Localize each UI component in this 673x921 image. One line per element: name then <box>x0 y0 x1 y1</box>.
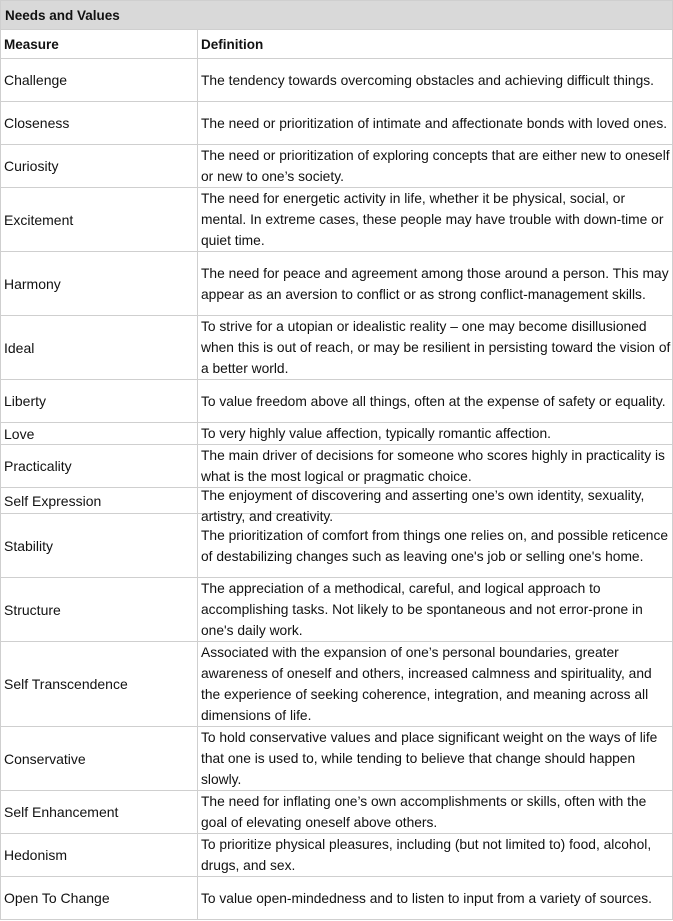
table-row <box>1 834 673 877</box>
definition-cell: The need for peace and agreement among those around a person. This may appear as an aversion to conflict or as strong conflict-management skills. <box>198 252 673 316</box>
table-row <box>1 252 673 316</box>
definition-cell: The main driver of decisions for someone who scores highly in practicality is what is the most logical or pragmatic choice. <box>198 445 673 488</box>
measure-cell: Hedonism <box>1 834 198 877</box>
table-title: Needs and Values <box>1 1 673 30</box>
measure-cell: Excitement <box>1 188 198 252</box>
definition-cell: The need for energetic activity in life, whether it be physical, social, or mental. In extreme cases, these people may have trouble with down-time or quiet time. <box>198 188 673 252</box>
measure-cell: Closeness <box>1 102 198 145</box>
definition-cell: Associated with the expansion of one’s personal boundaries, greater awareness of oneself and others, increased calmness and spirituality, and the experience of seeking coherence, integration, and meaning across all dimensions of life. <box>198 642 673 727</box>
definition-cell: To prioritize physical pleasures, including (but not limited to) food, alcohol, drugs, and sex. <box>198 834 673 877</box>
measure-cell: Curiosity <box>1 145 198 188</box>
definition-cell: The tendency towards overcoming obstacles and achieving difficult things. <box>198 59 673 102</box>
table-row <box>1 791 673 834</box>
table-row <box>1 380 673 423</box>
definition-cell: The need for inflating one’s own accomplishments or skills, often with the goal of elevating oneself above others. <box>198 791 673 834</box>
table-row <box>1 316 673 380</box>
measure-cell: Ideal <box>1 316 198 380</box>
measure-cell: Love <box>1 423 198 445</box>
column-header-definition: Definition <box>198 30 673 59</box>
definition-text-clipped: The enjoyment of discovering and asserting one’s own identity, sexuality, artistry, and creativity. <box>201 487 645 524</box>
definition-cell: To value open-mindedness and to listen to input from a variety of sources. <box>198 877 673 920</box>
definition-cell: To value freedom above all things, often at the expense of safety or equality. <box>198 380 673 423</box>
measure-cell: Self Expression <box>1 488 198 514</box>
definition-cell: The need or prioritization of exploring concepts that are either new to oneself or new to one’s society. <box>198 145 673 188</box>
column-header-measure: Measure <box>1 30 198 59</box>
measure-cell: Self Transcendence <box>1 642 198 727</box>
table-row <box>1 514 673 578</box>
definition-cell <box>198 487 673 524</box>
table-row <box>1 145 673 188</box>
definition-cell: To strive for a utopian or idealistic reality – one may become disillusioned when this is out of reach, or may be resilient in persisting toward the vision of a better world. <box>198 316 673 380</box>
definition-cell: The need or prioritization of intimate and affectionate bonds with loved ones. <box>198 102 673 145</box>
measure-cell: Stability <box>1 514 198 578</box>
measure-cell: Challenge <box>1 59 198 102</box>
table-row <box>1 423 673 445</box>
table-title-row <box>1 1 673 30</box>
measure-cell: Conservative <box>1 727 198 791</box>
table-row <box>1 578 673 642</box>
table-header-row <box>1 30 673 59</box>
measure-cell: Liberty <box>1 380 198 423</box>
table-row <box>1 188 673 252</box>
definition-cell: To hold conservative values and place significant weight on the ways of life that one is used to, while tending to believe that change should happen slowly. <box>198 727 673 791</box>
measure-cell: Open To Change <box>1 877 198 920</box>
table-row <box>1 877 673 920</box>
table-row <box>1 488 673 514</box>
table-row <box>1 727 673 791</box>
table-row <box>1 642 673 727</box>
measure-cell: Practicality <box>1 445 198 488</box>
definition-cell: The prioritization of comfort from things one relies on, and possible reticence of destabilizing changes such as leaving one's job or selling one's home. <box>198 514 673 578</box>
definition-cell: To very highly value affection, typically romantic affection. <box>198 423 673 445</box>
table-row <box>1 445 673 488</box>
table-row <box>1 59 673 102</box>
measure-cell: Self Enhancement <box>1 791 198 834</box>
table-row <box>1 102 673 145</box>
measure-cell: Harmony <box>1 252 198 316</box>
definition-cell: The appreciation of a methodical, careful, and logical approach to accomplishing tasks. Not likely to be spontaneous and not error-prone in one's daily work. <box>198 578 673 642</box>
measure-cell: Structure <box>1 578 198 642</box>
